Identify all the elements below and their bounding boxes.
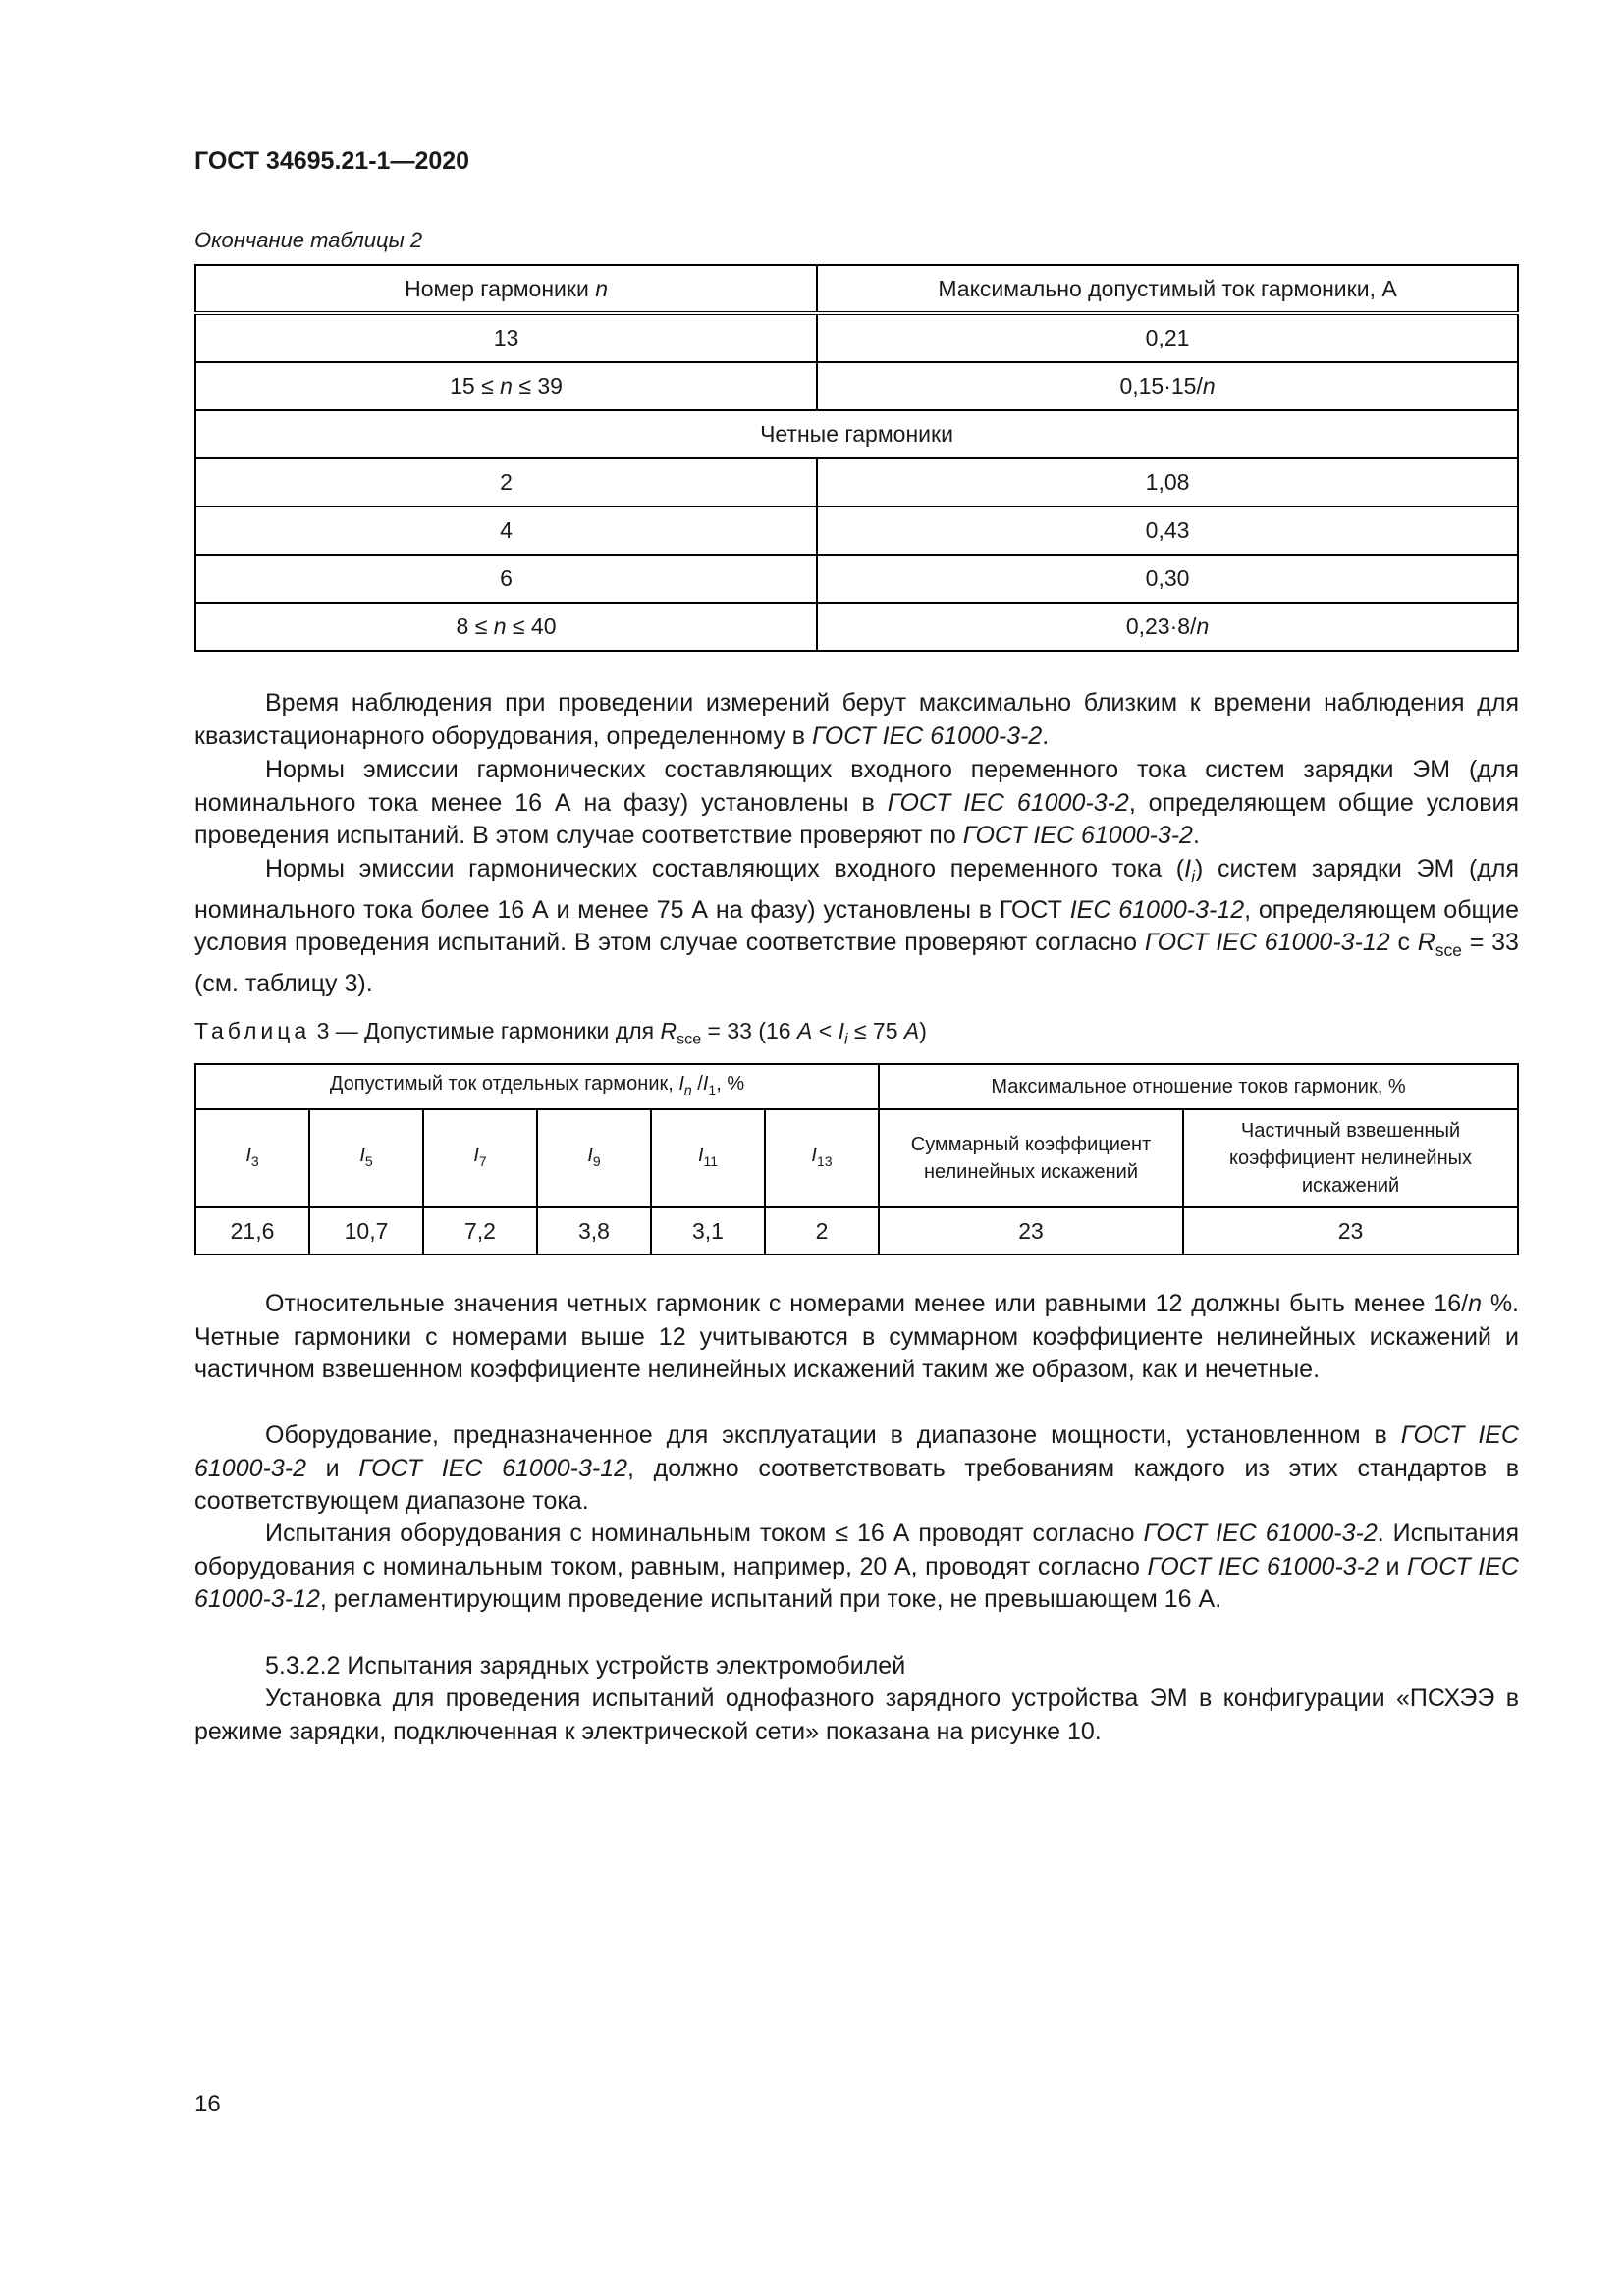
harmonic-i7-header: $I_7$	[423, 1109, 537, 1207]
value-cell: 3,8	[537, 1207, 651, 1255]
max-current-cell: 0,15·15/n	[817, 362, 1518, 410]
table-row	[195, 507, 1518, 555]
table-row	[195, 458, 1518, 507]
table-subheader-row	[195, 1109, 1518, 1207]
harmonic-number-cell: 4	[195, 507, 817, 555]
even-harmonics-section: Четные гармоники	[195, 410, 1518, 458]
harmonic-number-cell: 13	[195, 313, 817, 362]
value-cell: 3,1	[651, 1207, 765, 1255]
pwhd-header: Частичный взвешенный коэффициент нелинейных искажений	[1183, 1109, 1518, 1207]
value-cell: 21,6	[195, 1207, 309, 1255]
harmonic-i11-header: $I_{11}$	[651, 1109, 765, 1207]
table-row	[195, 603, 1518, 651]
section-heading-5-3-2-2: 5.3.2.2 Испытания зарядных устройств электромобилей	[265, 1652, 906, 1680]
paragraph-emission-norms-75a: Нормы эмиссии гармонических составляющих входного переменного тока $(I_i)$ систем зарядки ЭМ (для номинального тока более 16 А и менее 75 А на фазу) установлены в ГОСТ IEC 61000-3-12, определяющем общие условия проведения испытаний. В этом случае соответствие проверяют согласно ГОСТ IEC 61000-3-12 с $R_{sce} = 33$ (см. таблицу 3).	[194, 855, 1520, 997]
col-max-current-header: Максимально допустимый ток гармоники, А	[817, 265, 1518, 313]
harmonic-number-cell: 6	[195, 555, 817, 603]
max-current-cell: 0,30	[817, 555, 1518, 603]
value-cell: 23	[1183, 1207, 1518, 1255]
thd-header: Суммарный коэффициент нелинейных искажений	[879, 1109, 1183, 1207]
max-current-cell: 1,08	[817, 458, 1518, 507]
table-header-row	[195, 265, 1518, 313]
table-row	[195, 313, 1518, 362]
page-number: 16	[194, 2091, 221, 2117]
harmonic-i3-header: $I_3$	[195, 1109, 309, 1207]
table-row	[195, 1207, 1518, 1255]
harmonic-number-cell: 15 ≤ n ≤ 39	[195, 362, 817, 410]
value-cell: 23	[879, 1207, 1183, 1255]
table-header-row	[195, 1064, 1518, 1109]
paragraph-even-harmonics: Относительные значения четных гармоник с номерами менее или равными 12 должны быть менее 16/n %. Четные гармоники с номерами выше 12 учитываются в суммарном коэффициенте нелинейных искажений и частичном взвешенном коэффициенте нелинейных искажений таким же образом, как и нечетные.	[194, 1290, 1519, 1383]
table-section-row	[195, 410, 1518, 458]
paragraph-emission-norms-16a: Нормы эмиссии гармонических составляющих входного переменного тока систем зарядки ЭМ (для номинального тока менее 16 А на фазу) установлены в ГОСТ IEC 61000-3-2, определяющем общие условия проведения испытаний. В этом случае соответствие проверяют по ГОСТ IEC 61000-3-2.	[194, 756, 1519, 849]
paragraph-test-setup: Установка для проведения испытаний однофазного зарядного устройства ЭМ в конфигурации «ПСХЭЭ в режиме зарядки, подключенная к электрической сети» показана на рисунке 10.	[194, 1684, 1519, 1745]
value-cell: 2	[765, 1207, 879, 1255]
paragraph-observation-time: Время наблюдения при проведении измерений берут максимально близким к времени наблюдения для квазистационарного оборудования, определенному в ГОСТ IEC 61000-3-2.	[194, 689, 1519, 750]
paragraph-power-range: Оборудование, предназначенное для эксплуатации в диапазоне мощности, установленном в ГОСТ IEC 61000-3-2 и ГОСТ IEC 61000-3-12, должно соответствовать требованиям каждого из этих стандартов в соответствующем диапазоне тока.	[194, 1421, 1519, 1515]
max-current-cell: 0,23·8/n	[817, 603, 1518, 651]
table3-caption: Таблица 3 — Допустимые гармоники для $R_{sce} = 33$ (16 $А < I_i \le 75$ А)	[194, 1018, 927, 1048]
harmonic-i13-header: $I_{13}$	[765, 1109, 879, 1207]
group-allowed-current-header: Допустимый ток отдельных гармоник, $I_n$ $/I_1$, %	[195, 1064, 879, 1109]
document-header: ГОСТ 34695.21-1—2020	[194, 147, 470, 175]
table-3	[194, 1063, 1519, 1255]
col-harmonic-number-header: Номер гармоники n	[195, 265, 817, 313]
harmonic-number-cell: 8 ≤ n ≤ 40	[195, 603, 817, 651]
harmonic-i9-header: $I_9$	[537, 1109, 651, 1207]
harmonic-number-cell: 2	[195, 458, 817, 507]
group-max-ratio-header: Максимальное отношение токов гармоник, %	[879, 1064, 1518, 1109]
table-2	[194, 264, 1519, 652]
max-current-cell: 0,21	[817, 313, 1518, 362]
table-row	[195, 555, 1518, 603]
harmonic-i5-header: $I_5$	[309, 1109, 423, 1207]
table-row	[195, 362, 1518, 410]
paragraph-test-current: Испытания оборудования с номинальным током ≤ 16 А проводят согласно ГОСТ IEC 61000-3-2. Испытания оборудования с номинальным током, равным, например, 20 А, проводят согласно ГОСТ IEC 61000-3-2 и ГОСТ IEC 61000-3-12, регламентирующим проведение испытаний при токе, не превышающем 16 А.	[194, 1520, 1519, 1613]
table2-caption: Окончание таблицы 2	[194, 228, 423, 252]
max-current-cell: 0,43	[817, 507, 1518, 555]
value-cell: 7,2	[423, 1207, 537, 1255]
value-cell: 10,7	[309, 1207, 423, 1255]
